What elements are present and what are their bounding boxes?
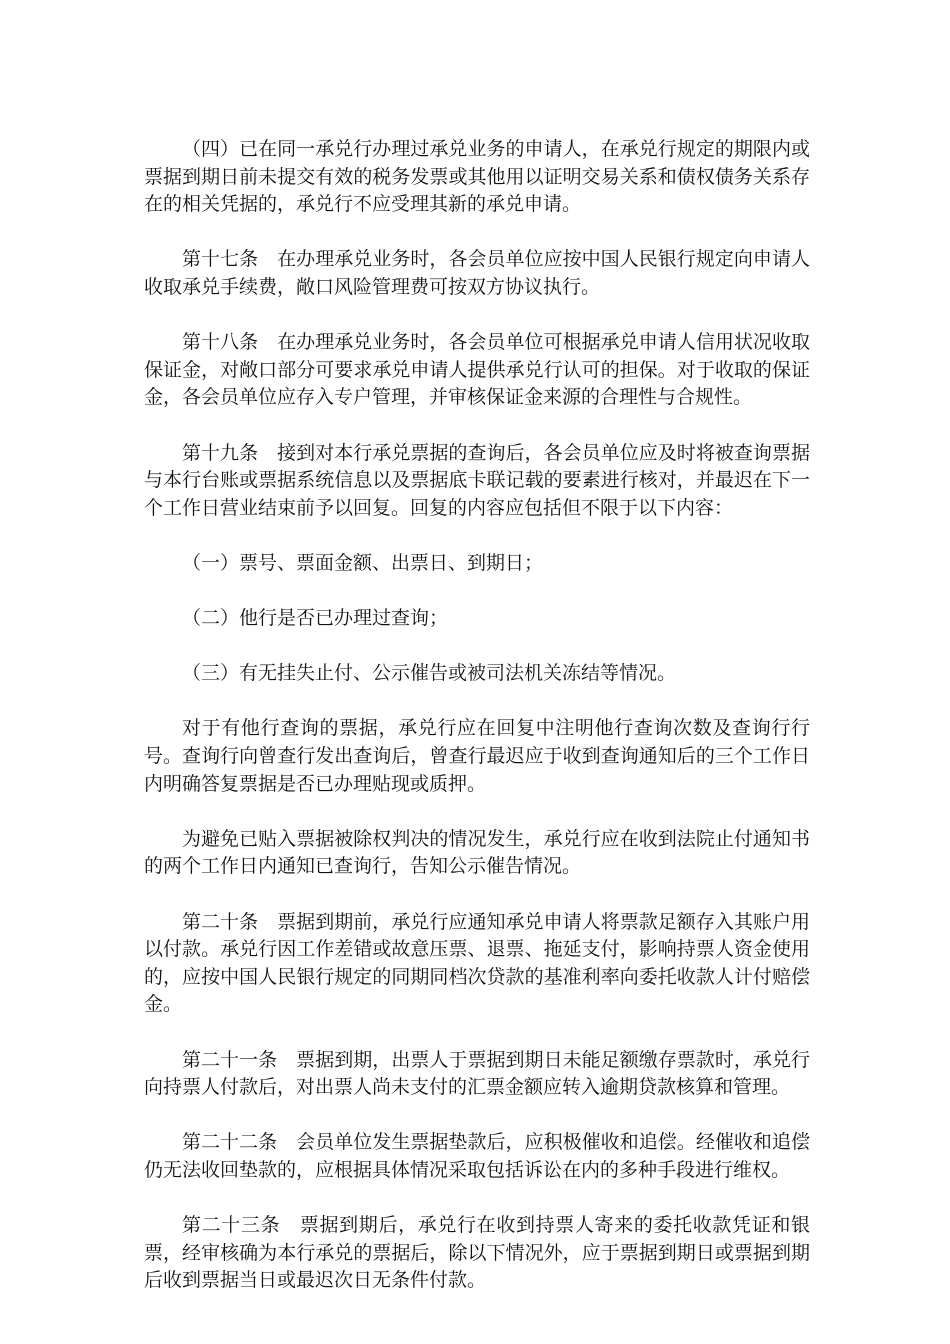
article-22: 第二十二条 会员单位发生票据垫款后，应积极催收和追偿。经催收和追偿仍无法收回垫款的，应根据具体情况采取包括诉讼在内的多种手段进行维权。: [144, 1131, 810, 1181]
article-19-item-3: （三）有无挂失止付、公示催告或被司法机关冻结等情况。: [182, 662, 677, 685]
article-19-item-2: （二）他行是否已办理过查询；: [182, 607, 449, 630]
article-19: 第十九条 接到对本行承兑票据的查询后，各会员单位应及时将被查询票据与本行台账或票据系统信息以及票据底卡联记载的要素进行核对，并最迟在下一个工作日营业结束前予以回复。回复的内容应包括但不限于以下内容：: [144, 441, 810, 519]
inquiry-paragraph: 对于有他行查询的票据，承兑行应在回复中注明他行查询次数及查询行行号。查询行向曾查行发出查询后，曾查行最迟应于收到查询通知后的三个工作日内明确答复票据是否已办理贴现或质押。: [144, 717, 810, 795]
article-17: 第十七条 在办理承兑业务时，各会员单位应按中国人民银行规定向申请人收取承兑手续费，敞口风险管理费可按双方协议执行。: [144, 248, 810, 298]
paragraph-item-4: （四）已在同一承兑行办理过承兑业务的申请人，在承兑行规定的期限内或票据到期日前未提交有效的税务发票或其他用以证明交易关系和债权债务关系存在的相关凭据的，承兑行不应受理其新的承兑申请。: [144, 138, 810, 216]
article-19-item-1: （一）票号、票面金额、出票日、到期日；: [182, 551, 544, 574]
judgment-paragraph: 为避免已贴入票据被除权判决的情况发生，承兑行应在收到法院止付通知书的两个工作日内通知已查询行，告知公示催告情况。: [144, 827, 810, 878]
article-18: 第十八条 在办理承兑业务时，各会员单位可根据承兑申请人信用状况收取保证金，对敞口部分可要求承兑申请人提供承兑行认可的担保。对于收取的保证金，各会员单位应存入专户管理，并审核保证金来源的合理性与合规性。: [144, 331, 810, 409]
article-21: 第二十一条 票据到期，出票人于票据到期日未能足额缴存票款时，承兑行向持票人付款后，对出票人尚未支付的汇票金额应转入逾期贷款核算和管理。: [144, 1048, 810, 1099]
article-20: 第二十条 票据到期前，承兑行应通知承兑申请人将票款足额存入其账户用以付款。承兑行因工作差错或故意压票、退票、拖延支付，影响持票人资金使用的，应按中国人民银行规定的同期同档次贷款的基准利率向委托收款人计付赔偿金。: [144, 910, 810, 1016]
article-23: 第二十三条 票据到期后，承兑行在收到持票人寄来的委托收款凭证和银票，经审核确为本行承兑的票据后，除以下情况外，应于票据到期日或票据到期后收到票据当日或最迟次日无条件付款。: [144, 1214, 810, 1292]
